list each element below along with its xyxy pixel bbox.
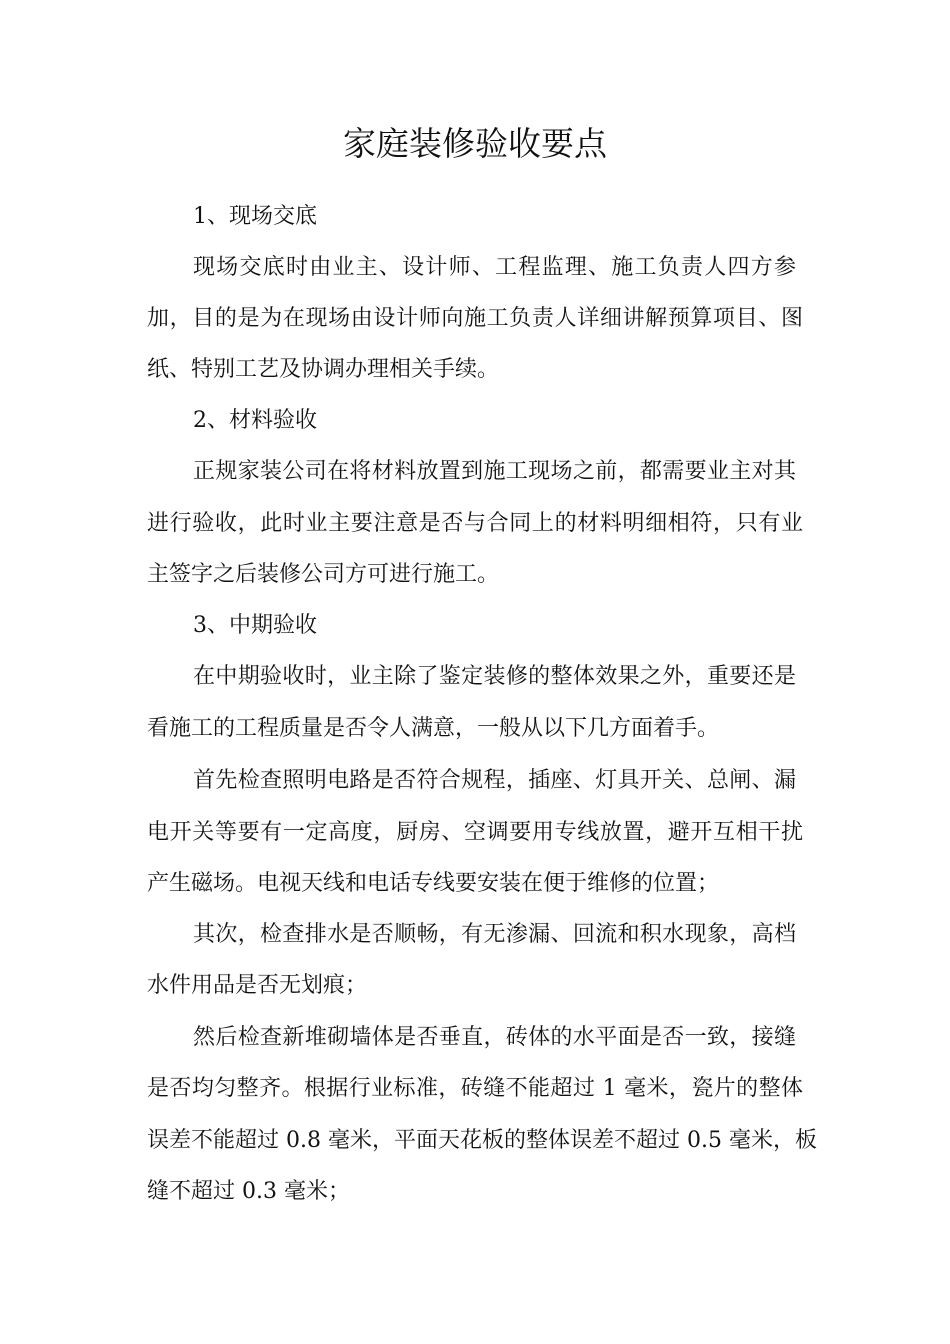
- paragraph-line: 电开关等要有一定高度，厨房、空调要用专线放置，避开互相干扰: [147, 820, 803, 845]
- paragraph-line: 纸、特别工艺及协调办理相关手续。: [147, 357, 500, 382]
- paragraph-line: 其次，检查排水是否顺畅，有无渗漏、回流和积水现象，高档: [193, 922, 796, 947]
- paragraph-line: 在中期验收时，业主除了鉴定装修的整体效果之外，重要还是: [193, 664, 796, 689]
- paragraph-line: 加，目的是为在现场由设计师向施工负责人详细讲解预算项目、图: [147, 306, 803, 331]
- section-heading-2: 2、材料验收: [193, 408, 317, 433]
- section-heading-1: 1、现场交底: [193, 204, 317, 229]
- document-title: 家庭装修验收要点: [343, 124, 607, 163]
- paragraph-line: 缝不超过 0.3 毫米；: [147, 1179, 350, 1204]
- section-heading-3: 3、中期验收: [193, 613, 317, 638]
- paragraph-line: 现场交底时由业主、设计师、工程监理、施工负责人四方参: [193, 255, 796, 280]
- paragraph-line: 主签字之后装修公司方可进行施工。: [147, 562, 500, 587]
- paragraph-line: 产生磁场。电视天线和电话专线要安装在便于维修的位置；: [147, 871, 720, 896]
- paragraph-line: 进行验收，此时业主要注意是否与合同上的材料明细相符，只有业: [147, 511, 803, 536]
- paragraph-line: 然后检查新堆砌墙体是否垂直，砖体的水平面是否一致，接缝: [193, 1025, 796, 1050]
- paragraph-line: 误差不能超过 0.8 毫米，平面天花板的整体误差不超过 0.5 毫米，板: [147, 1128, 817, 1153]
- paragraph-line: 正规家装公司在将材料放置到施工现场之前，都需要业主对其: [193, 459, 796, 484]
- paragraph-line: 是否均匀整齐。根据行业标准，砖缝不能超过 1 毫米，瓷片的整体: [147, 1076, 803, 1101]
- paragraph-line: 看施工的工程质量是否令人满意，一般从以下几方面着手。: [147, 716, 720, 741]
- paragraph-line: 水件用品是否无划痕；: [147, 973, 368, 998]
- paragraph-line: 首先检查照明电路是否符合规程，插座、灯具开关、总闸、漏: [193, 768, 796, 793]
